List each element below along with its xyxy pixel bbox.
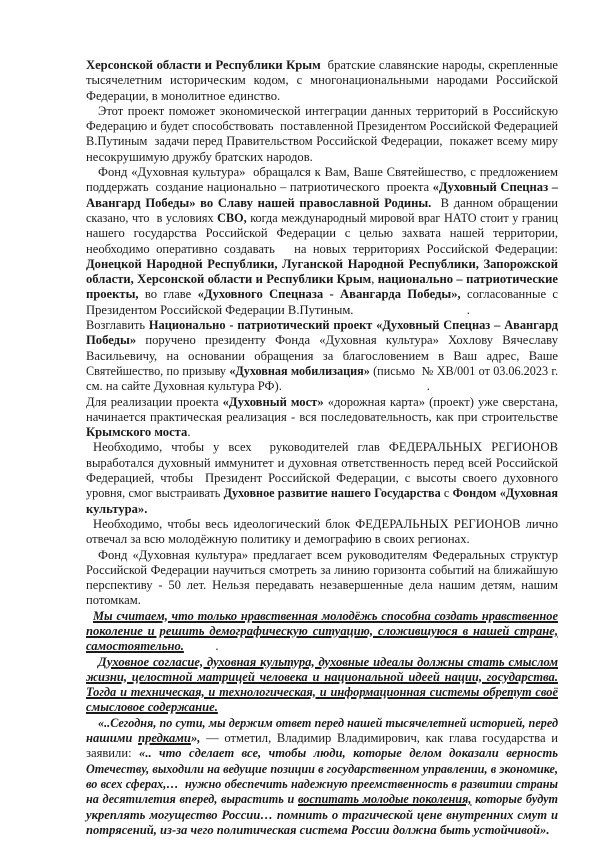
text-line [86, 471, 558, 486]
text-line [86, 777, 558, 792]
emphasized-text: проекты, [86, 287, 139, 302]
text-segment: поддержать создание национально – патриотического проекта [86, 180, 433, 195]
emphasized-text: на десятилетия вперед, вырастить и [86, 792, 298, 807]
text-segment: когда международный мировой враг НАТО стоит у границ [246, 210, 558, 225]
text-line [86, 242, 558, 257]
text-line [86, 746, 558, 761]
text-segment: . [187, 425, 191, 440]
document-page [86, 58, 558, 838]
text-line [86, 593, 558, 608]
text-line [86, 440, 558, 455]
emphasized-text: Национально - патриотический проект «Духовный Спецназ – Авангард [148, 318, 559, 333]
text-segment: потомкам. [86, 593, 141, 608]
text-line [86, 395, 558, 410]
text-segment: начинается практическая реализация - вся последовательность, как при строительстве [86, 409, 558, 424]
text-line [86, 73, 558, 88]
emphasized-text: Херсонской области и Республики Крым [86, 58, 321, 72]
text-line [86, 134, 558, 149]
emphasized-text: смысловое содержание. [86, 700, 218, 715]
emphasized-text: культура». [86, 501, 148, 516]
emphasized-text: СВО, [217, 210, 247, 225]
text-line [86, 379, 558, 394]
text-segment: Для реализации проекта [86, 394, 223, 409]
text-line [86, 792, 558, 807]
text-segment: нашего государства Российской Федерации с целью захвата нашей территории, [86, 226, 558, 241]
text-segment: выработался духовный иммунитет и духовная ответственность перед всей Российской [86, 455, 558, 470]
text-segment: . [353, 302, 470, 317]
paragraph [86, 548, 558, 609]
text-line [86, 532, 558, 547]
text-line [86, 287, 558, 302]
text-line [86, 226, 558, 241]
text-segment: см. на сайте Духовная культура РФ). [86, 379, 282, 394]
text-segment: несокрушимую дружбу братских народов. [86, 149, 313, 164]
text-segment: с [440, 486, 453, 501]
text-line [86, 180, 558, 195]
text-line [86, 211, 558, 226]
text-segment: Президентом Российской Федерации В.Путиным. [86, 302, 354, 317]
text-segment: отвечал за всю молодёжную политику и демографию в своих регионах. [86, 532, 470, 547]
text-line [86, 119, 558, 134]
text-segment: , [371, 272, 378, 287]
text-segment: . [281, 379, 430, 394]
emphasized-text: национально – патриотические [377, 272, 559, 287]
text-segment: перспективу - 50 лет. Нельзя передавать незавершенные дела нашим детям, нашим [86, 578, 558, 593]
text-line [86, 364, 558, 379]
text-segment: Федерацией, чтобы Президент Российской Федерации, с высоты своего духовного [86, 471, 558, 486]
text-segment: — отметил, Владимир Владимирович, как глава государства и [200, 731, 558, 746]
text-segment: поручено президенту Фонда «Духовная культура» Хохлову Вячеславу [136, 333, 558, 348]
text-segment: Необходимо, чтобы весь идеологический блок ФЕДЕРАЛЬНЫХ РЕГИОНОВ лично [93, 516, 558, 531]
paragraph [86, 517, 558, 548]
text-line [86, 563, 558, 578]
text-segment: (письмо № ХВ/001 от 03.06.2023 г. [369, 363, 559, 378]
text-segment: В.Путиным задачи перед Правительством Российской Федерации, покажет всему миру [86, 134, 558, 149]
text-line [86, 639, 558, 654]
text-segment: во главе [138, 287, 198, 302]
text-line [86, 700, 558, 715]
text-segment: Фонд «Духовная культура» предлагает всем руководителям Федеральных структур [98, 547, 558, 562]
paragraph [86, 58, 558, 104]
text-line [86, 716, 558, 731]
text-segment: заявили: [86, 746, 140, 761]
paragraph [86, 609, 558, 655]
text-segment: сказано, что в условиях [86, 210, 218, 225]
emphasized-text: Авангард Победы» во Славу нашей православной Родины. [86, 195, 432, 210]
emphasized-text: нашими [86, 731, 139, 746]
text-line [86, 808, 558, 823]
paragraph [86, 318, 558, 394]
emphasized-text: поколение и решить демографическую ситуацию, сложившуюся в нашей стране, [86, 623, 558, 638]
text-segment: Российской Федерации научиться смотреть за линию горизонта событий на ближайшую [86, 562, 558, 577]
emphasized-text: самостоятельно. [86, 639, 184, 654]
emphasized-text: которые будут [471, 792, 558, 807]
text-line [86, 670, 558, 685]
text-line [86, 655, 558, 670]
paragraph [86, 716, 558, 838]
emphasized-text: потрясений, из-за чего политическая система России должна быть устойчивой». [86, 822, 550, 837]
text-line [86, 486, 558, 501]
text-line [86, 548, 558, 563]
emphasized-text: Победы» [86, 333, 137, 348]
text-segment: Федерации, в монолитное единство. [86, 88, 281, 103]
emphasized-text: », [190, 731, 201, 746]
text-line [86, 456, 558, 471]
text-line [86, 150, 558, 165]
text-segment: В данном обращении [431, 195, 559, 210]
emphasized-text: Донецкой Народной Республики, Луганской Народной Республики, Запорожской [86, 256, 558, 271]
text-line [86, 502, 558, 517]
paragraph [86, 395, 558, 441]
emphasized-text: «Духовный мост» [222, 394, 324, 409]
text-line [86, 762, 558, 777]
text-line [86, 318, 558, 333]
text-line [86, 823, 558, 838]
text-line [86, 425, 558, 440]
text-segment: Возглавить [86, 318, 149, 333]
emphasized-text: во всех сферах,… нужно обеспечить надежную преемственность в развитии страны [86, 776, 558, 791]
text-line [86, 609, 558, 624]
text-segment: уровня, смог выстраивать [86, 486, 224, 501]
text-line [86, 272, 558, 287]
text-segment: необходимо оперативно создавать на новых территориях Российской Федерации: [86, 241, 558, 256]
text-line [86, 104, 558, 119]
emphasized-text: «Духовная мобилизация» [229, 363, 370, 378]
text-line [86, 165, 558, 180]
paragraph [86, 440, 558, 516]
text-line [86, 58, 558, 73]
emphasized-text: укреплять могущество России… помнить о трагической цене внутренних смут и [86, 807, 558, 822]
text-line [86, 257, 558, 272]
emphasized-text: Отечеству, выходили на ведущие позиции в государственном управлении, в экономике, [86, 761, 558, 776]
text-segment: Необходимо, чтобы у всех руководителей глав ФЕДЕРАЛЬНЫХ РЕГИОНОВ [93, 440, 558, 455]
text-segment: согласованные с [460, 287, 559, 302]
text-line [86, 731, 558, 746]
text-line [86, 685, 558, 700]
text-line [86, 196, 558, 211]
paragraph [86, 165, 558, 318]
emphasized-text: Духовное согласие, духовная культура, духовные идеалы должны стать смыслом [98, 654, 558, 669]
text-line [86, 410, 558, 425]
text-segment: «дорожная карта» (проект) уже сверстана, [323, 394, 558, 409]
text-segment: Васильевичу, на основании обращения за благословением в Ваш адрес, Ваше [86, 348, 558, 363]
text-line [86, 349, 558, 364]
emphasized-text: «Духовный Спецназ – [432, 180, 558, 195]
text-line [86, 89, 558, 104]
emphasized-text: Духовное развитие нашего Государства [223, 486, 441, 501]
text-line [86, 624, 558, 639]
emphasized-text: Мы считаем, что только нравственная молодёжь способна создать нравственное [93, 608, 558, 623]
text-line [86, 303, 558, 318]
text-line [86, 517, 558, 532]
text-segment: . [183, 639, 219, 654]
text-segment: Фонд «Духовная культура» обращался к Вам, Ваше Святейшество, с предложением [98, 165, 558, 180]
text-segment: братские славянские народы, скрепленные [320, 58, 558, 72]
paragraph [86, 655, 558, 716]
emphasized-text: области, Херсонской области и Республики Крым [86, 272, 372, 287]
emphasized-text: Крымского моста [86, 425, 188, 440]
emphasized-text: «Духовного Спецназа - Авангарда Победы», [197, 287, 461, 302]
emphasized-text: Тогда и техническая, и технологическая, и информационная системы обретут своё [86, 685, 558, 700]
text-segment: тысячелетним историческим кодом, с многонациональными народами Российской [86, 73, 558, 88]
text-segment: Святейшество, по призыву [86, 363, 230, 378]
emphasized-text: Фондом «Духовная [452, 486, 558, 501]
emphasized-text: предками [138, 731, 191, 746]
text-line [86, 333, 558, 348]
text-line [86, 578, 558, 593]
emphasized-text: жизни, целостной матрицей человека и национальной идеей нации, государства. [86, 669, 558, 684]
emphasized-text: «..Сегодня, по сути, мы держим ответ перед нашей тысячелетней историей, перед [98, 715, 558, 730]
emphasized-text: «.. что сделает все, чтобы люди, которые делом доказали верность [139, 746, 559, 761]
text-segment: Федерацию и будет способствовать поставленной Президентом Российской Федерацией [86, 119, 558, 134]
emphasized-text: воспитать молодые поколения, [297, 792, 472, 807]
text-segment: Этот проект поможет экономической интеграции данных территорий в Российскую [98, 103, 558, 118]
paragraph [86, 104, 558, 165]
